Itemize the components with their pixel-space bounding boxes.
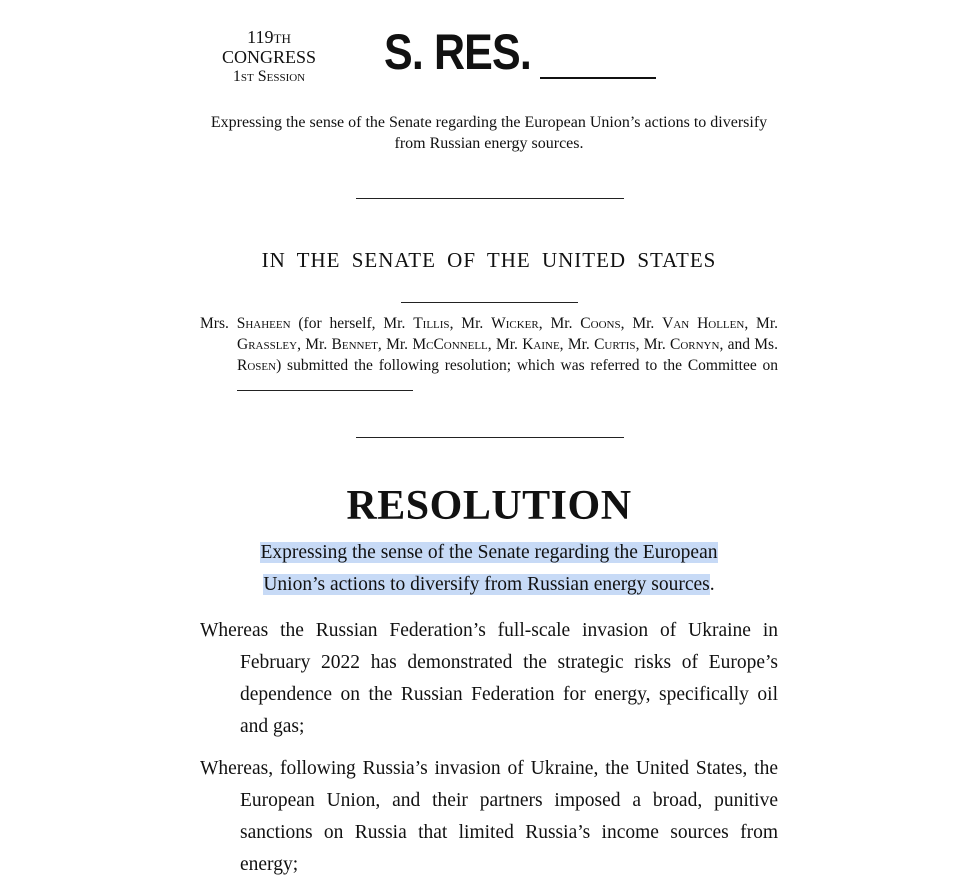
congress-session-block xyxy=(200,27,338,87)
whereas-clause: Whereas, following Russia’s invasion of Ukraine, the United States, the European Union, and their partners imposed a broad, punitive sanctions on Russia that limited Russia’s income sources from energy; xyxy=(200,758,778,875)
highlighted-text[interactable]: Expressing the sense of the Senate regarding the European xyxy=(260,542,718,563)
session-line: 1st Session xyxy=(232,68,306,85)
sponsors-paragraph: Mrs. Shaheen (for herself, Mr. Tillis, Mr. Wicker, Mr. Coons, Mr. Van Hollen, Mr. Grassley, Mr. Bennet, Mr. McConnell, Mr. Kaine, Mr. Curtis, Mr. Cornyn, and Ms. Rosen) submitted the following resolution; which was referred to the Committee on xyxy=(200,313,778,397)
resolution-heading: RESOLUTION xyxy=(346,483,632,529)
divider-rule xyxy=(356,198,624,199)
measure-number: S. RES. xyxy=(384,24,531,80)
highlighted-text[interactable]: Union’s actions to diversify from Russian energy sources xyxy=(263,574,710,595)
chamber-heading: IN THE SENATE OF THE UNITED STATES xyxy=(261,248,717,272)
measure-number-blank-line xyxy=(540,77,656,79)
whereas-clause: Whereas the Russian Federation’s full-scale invasion of Ukraine in February 2022 has demonstrated the strategic risks of Europe’s dependence on the Russian Federation for energy, specifically oil and gas; xyxy=(200,620,778,737)
congress-line: 119th CONGRESS xyxy=(221,27,317,67)
divider-rule xyxy=(356,437,624,438)
resolution-title: Expressing the sense of the Senate regarding the European Union’s actions to diversify from Russian energy sources. xyxy=(260,542,718,595)
short-divider-rule xyxy=(401,302,578,303)
short-title: Expressing the sense of the Senate regarding the European Union’s actions to diversify from Russian energy sources. xyxy=(210,114,768,152)
committee-blank-line xyxy=(237,378,413,391)
